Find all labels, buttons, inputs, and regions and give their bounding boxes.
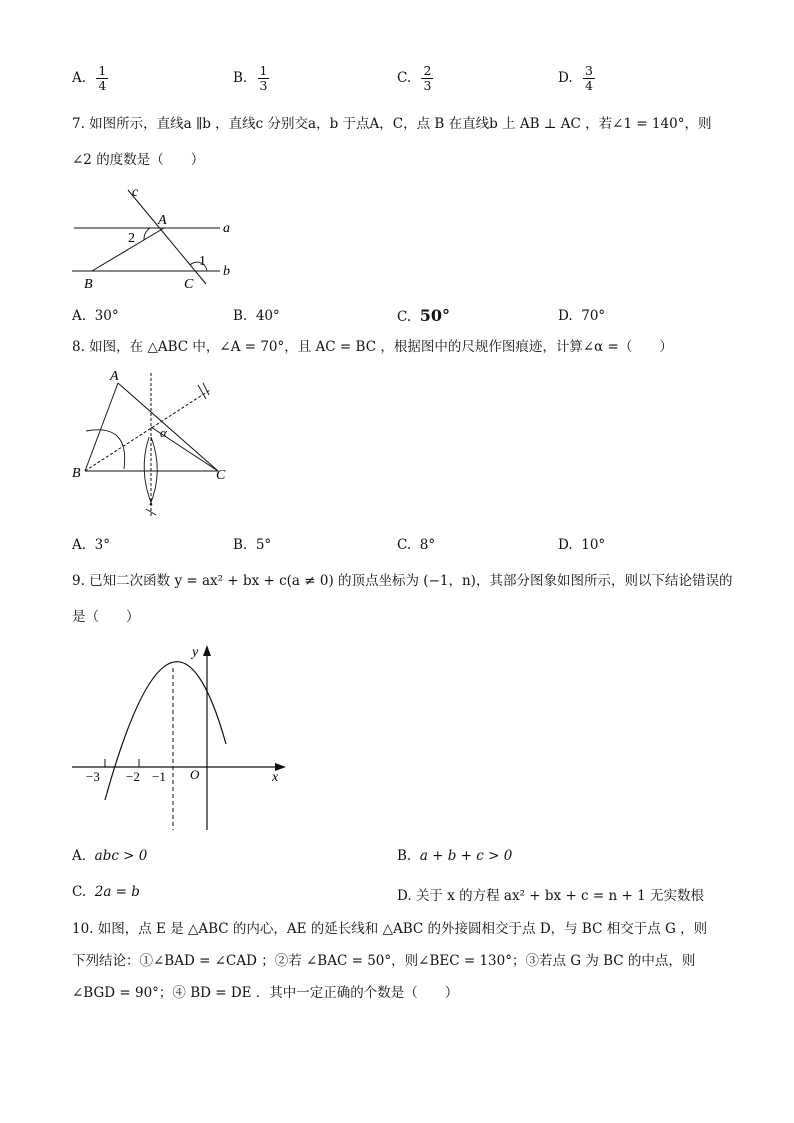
q9-option-a-label: A.	[72, 848, 87, 864]
q8-figure	[68, 365, 238, 523]
q9-option-c	[72, 884, 140, 900]
q10-text-line2: 下列结论：①∠BAD = ∠CAD ；②若 ∠BAC = 50°，则∠BEC = 130°；③若点 G 为 BC 的中点，则	[72, 953, 696, 969]
q6-option-a-label: A.	[72, 70, 87, 86]
q6-option-c-den: 3	[423, 78, 432, 93]
q8-option-a-text: 3°	[94, 537, 110, 553]
q9-text-line1: 9. 已知二次函数 y = ax² + bx + c(a ≠ 0) 的顶点坐标为 (−1，n)，其部分图象如图所示，则以下结论错误的	[72, 573, 733, 589]
q9-label-m1: −1	[152, 769, 166, 784]
q9-y-axis-arrow	[203, 645, 211, 656]
q8-label-alpha: α	[160, 425, 167, 440]
q7-option-a	[72, 308, 119, 324]
q9-option-b-label: B.	[397, 848, 412, 864]
q8-option-b	[233, 537, 271, 553]
q7-option-d	[558, 308, 605, 324]
q6-option-d-fraction	[583, 64, 595, 93]
q7-option-d-text: 70°	[581, 308, 606, 324]
q8-option-d-text: 10°	[581, 537, 606, 553]
q9-option-d-text: 关于 x 的方程 ax² + bx + c = n + 1 无实数根	[415, 888, 704, 904]
q9-label-y: y	[192, 645, 199, 660]
q9-label-x: x	[272, 770, 279, 785]
q8-side-ac	[118, 383, 218, 471]
q7-option-a-label: A.	[72, 308, 87, 324]
q6-option-d	[558, 64, 595, 93]
q9-option-b	[397, 848, 512, 864]
q8-side-ab	[85, 383, 118, 471]
q7-option-b-label: B.	[233, 308, 248, 324]
q6-option-b	[233, 64, 269, 93]
q7-option-c-text: 50°	[419, 306, 450, 325]
q9-text-line2: 是（ ）	[72, 609, 140, 625]
q9-label-m3: −3	[86, 769, 100, 784]
q8-option-c	[397, 537, 435, 553]
q7-option-b-text: 40°	[255, 308, 280, 324]
q9-figure	[68, 640, 293, 835]
q8-option-a-label: A.	[72, 537, 87, 553]
q7-text-line1: 7. 如图所示，直线a ∥b ，直线c 分别交a，b 于点A，C，点 B 在直线b 上 AB ⊥ AC ，若∠1 = 140°，则	[72, 116, 712, 132]
q8-option-b-label: B.	[233, 537, 248, 553]
q7-line-c	[128, 190, 206, 284]
q8-option-c-text: 8°	[419, 537, 436, 553]
q7-label-c: c	[132, 185, 139, 200]
q9-option-a-text: abc > 0	[94, 848, 148, 864]
q7-label-A: A	[158, 213, 167, 228]
q7-option-d-label: D.	[558, 308, 573, 324]
q7-label-b: b	[223, 264, 230, 279]
q6-option-c-fraction	[421, 64, 433, 93]
q6-option-b-den: 3	[259, 78, 268, 93]
q8-label-B: B	[72, 466, 81, 481]
q7-option-b	[233, 308, 280, 324]
q7-label-a: a	[223, 221, 230, 236]
q9-label-O: O	[190, 767, 200, 782]
q9-option-d-label: D.	[397, 888, 412, 904]
q7-option-c-label: C.	[397, 309, 412, 325]
q9-option-c-label: C.	[72, 884, 87, 900]
q6-option-a-num: 1	[98, 63, 107, 78]
q6-option-c-num: 2	[423, 63, 432, 78]
q8-option-d-label: D.	[558, 537, 573, 553]
q6-option-a-fraction	[96, 64, 108, 93]
q7-label-2: 2	[128, 231, 135, 246]
q9-label-m2: −2	[126, 769, 140, 784]
q7-label-C: C	[184, 277, 194, 292]
q8-option-d	[558, 537, 605, 553]
q6-option-d-label: D.	[558, 70, 573, 86]
q7-text-line2: ∠2 的度数是（ ）	[72, 152, 205, 168]
q6-option-b-label: B.	[233, 70, 248, 86]
q7-label-B: B	[84, 277, 93, 292]
q8-option-a	[72, 537, 110, 553]
q6-option-c-label: C.	[397, 70, 412, 86]
q6-option-d-num: 3	[584, 63, 593, 78]
q8-label-A: A	[110, 369, 119, 384]
q8-label-C: C	[216, 468, 226, 483]
q10-text-line3: ∠BGD = 90°；④ BD = DE ．其中一定正确的个数是（ ）	[72, 985, 459, 1001]
q9-option-a	[72, 848, 147, 864]
q8-option-b-text: 5°	[255, 537, 272, 553]
q6-option-d-den: 4	[584, 78, 593, 93]
q6-option-a-den: 4	[98, 78, 107, 93]
q8-option-c-label: C.	[397, 537, 412, 553]
q8-tick-top-2	[203, 383, 209, 395]
q8-text-line1: 8. 如图，在 △ABC 中，∠A = 70°，且 AC = BC ，根据图中的尺规作图痕迹，计算∠α =（ ）	[72, 339, 673, 355]
q7-option-a-text: 30°	[94, 308, 119, 324]
q7-option-c	[397, 306, 450, 325]
q6-option-b-num: 1	[259, 63, 268, 78]
q9-option-d	[397, 884, 704, 904]
q7-label-1: 1	[199, 254, 206, 269]
q6-option-b-fraction	[258, 64, 270, 93]
q10-text-line1: 10. 如图，点 E 是 △ABC 的内心，AE 的延长线和 △ABC 的外接圆相交于点 D，与 BC 相交于点 G ，则	[72, 921, 708, 937]
q7-figure	[60, 180, 250, 295]
q9-option-b-text: a + b + c > 0	[419, 848, 513, 864]
q6-option-c	[397, 64, 433, 93]
q9-option-c-text: 2a = b	[94, 884, 140, 900]
q6-option-a	[72, 64, 108, 93]
